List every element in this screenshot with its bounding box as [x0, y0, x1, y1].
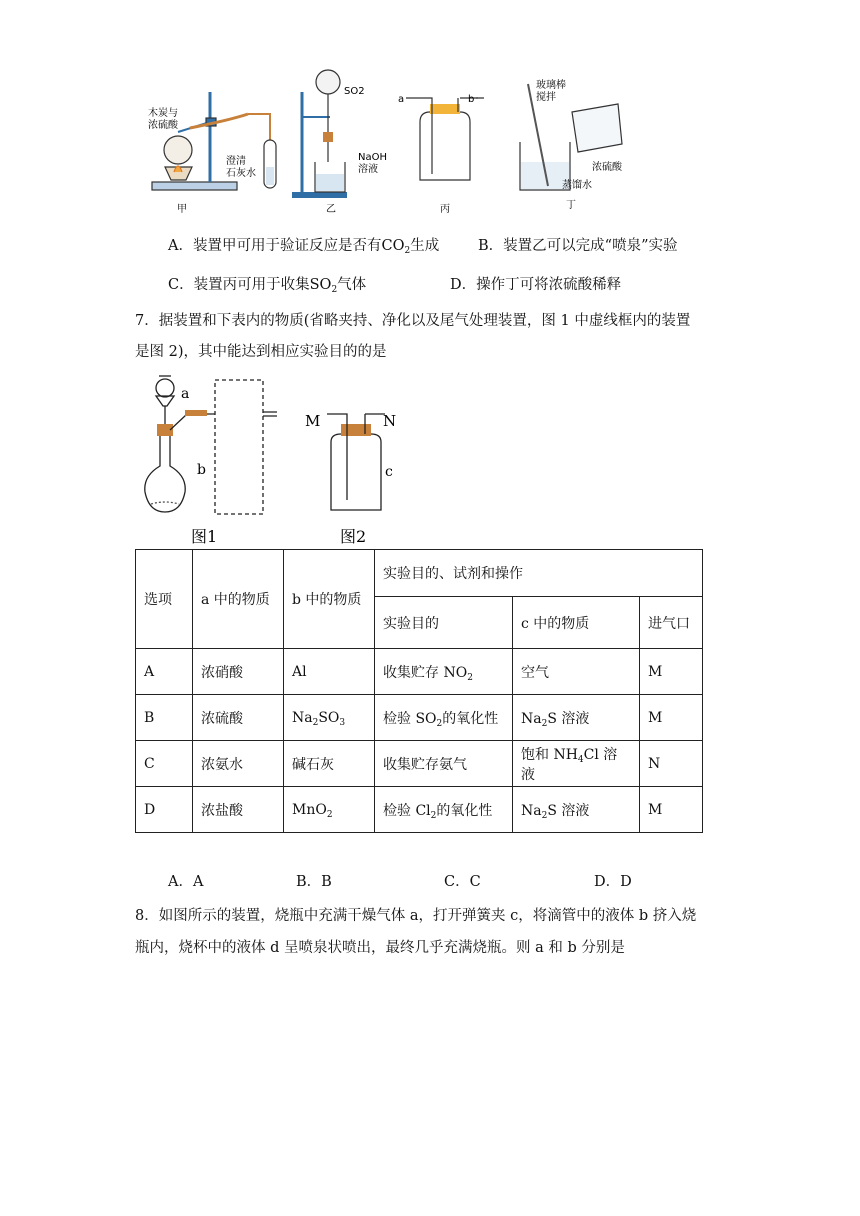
option-text-post: 生成 — [410, 238, 440, 254]
q7-stem-line-1 — [135, 311, 690, 331]
yi-label-naoh-2: 溶液 — [358, 164, 378, 175]
header-a: a 中的物质 — [193, 550, 284, 649]
cell-text: Cl 溶液 — [521, 746, 618, 783]
bing-label-b: b — [468, 94, 475, 105]
cell-subscript: 2 — [541, 718, 548, 729]
yi-label-gas: SO2 — [344, 86, 365, 97]
header-b: b 中的物质 — [284, 550, 375, 649]
ding-label-acid: 浓硫酸 — [592, 162, 622, 173]
q8-stem-line-1 — [135, 906, 696, 926]
apparatus-figure-top — [130, 62, 650, 218]
table-cell-c — [513, 741, 640, 787]
table-cell-opt: A — [136, 649, 193, 695]
jia-label-limewater-2: 石灰水 — [226, 168, 256, 179]
cell-text: 饱和 NH — [521, 746, 578, 763]
cell-text: 检验 Cl — [383, 802, 431, 819]
table-cell-purpose — [375, 787, 513, 833]
option-letter: A — [168, 238, 179, 254]
table-cell-a: 浓氨水 — [193, 741, 284, 787]
header-inlet: 进气口 — [640, 597, 703, 649]
cell-subscript: 3 — [339, 717, 346, 728]
header-option: 选项 — [136, 550, 193, 649]
q6-option-a: A．装置甲可用于验证反应是否有$CO_2$生成 — [168, 238, 440, 256]
option-text: 装置丙可用于收集SO — [193, 277, 332, 293]
q6-option-b: B．装置乙可以完成“喷泉”实验 — [478, 238, 678, 254]
cell-subscript: 2 — [430, 810, 437, 821]
jia-label-limewater-1: 澄清 — [226, 156, 246, 167]
table-cell-b — [284, 741, 375, 787]
cell-subscript: 2 — [312, 717, 319, 728]
option-text: 装置甲可用于验证反应是否有CO — [192, 238, 405, 254]
fig2-label-n: N — [383, 412, 397, 430]
question-number: 7． — [135, 313, 159, 329]
table-cell-a: 浓硝酸 — [193, 649, 284, 695]
q6-option-d: D．操作丁可将浓硫酸稀释 — [450, 277, 622, 293]
fig2-label-m: M — [305, 412, 321, 430]
table-cell-c — [513, 695, 640, 741]
question-text: 瓶内，烧杯中的液体 d 呈喷泉状喷出，最终几乎充满烧瓶。则 a 和 b 分别是 — [135, 940, 625, 956]
q7-choice-a: A．A — [168, 874, 204, 890]
bing-caption: 丙 — [440, 204, 450, 215]
fig1-caption: 图1 — [191, 527, 218, 546]
cell-text: S 溶液 — [547, 802, 590, 819]
table-cell-purpose — [375, 695, 513, 741]
cell-text: SO — [318, 709, 340, 726]
option-text: 装置乙可以完成“喷泉”实验 — [503, 238, 678, 254]
cell-text: Al — [292, 663, 307, 680]
q8-stem-line-2 — [135, 938, 625, 958]
option-sub: 2 — [404, 246, 411, 256]
q7-table — [135, 549, 703, 833]
question-text: 据装置和下表内的物质(省略夹持、净化以及尾气处理装置，图 1 中虚线框内的装置 — [158, 313, 691, 329]
q7-choice-b: B．B — [296, 874, 332, 890]
question-text: 如图所示的装置，烧瓶中充满干燥气体 a，打开弹簧夹 c，将滴管中的液体 b 挤入烧 — [158, 908, 697, 924]
cell-subscript: 4 — [577, 754, 584, 765]
cell-text: Na — [521, 710, 542, 727]
bing-label-a: a — [398, 94, 405, 105]
table-cell-purpose — [375, 649, 513, 695]
cell-text: 检验 SO — [383, 710, 437, 727]
cell-text: MnO — [292, 801, 327, 818]
table-cell-inlet: M — [640, 649, 703, 695]
q7-stem-line-2 — [135, 342, 387, 362]
cell-subscript: 2 — [541, 810, 548, 821]
jia-caption: 甲 — [177, 204, 187, 215]
apparatus-jia — [152, 92, 276, 190]
q6-option-c: C．装置丙可用于收集$SO_2$气体 — [168, 277, 367, 295]
header-group: 实验目的、试剂和操作 — [375, 550, 703, 597]
jia-label-reactant-2: 浓硫酸 — [148, 120, 178, 131]
ding-caption: 丁 — [566, 200, 576, 211]
cell-subscript: 2 — [467, 672, 473, 683]
cell-text: 的氧化性 — [436, 802, 493, 819]
table-cell-c — [513, 787, 640, 833]
q7-choice-d: D．D — [594, 874, 632, 890]
table-cell-a: 浓硫酸 — [193, 695, 284, 741]
header-purpose: 实验目的 — [375, 597, 513, 649]
cell-text: 空气 — [521, 664, 549, 681]
table-row — [136, 787, 703, 833]
yi-label-naoh-1: NaOH — [358, 152, 387, 163]
yi-caption: 乙 — [326, 204, 336, 215]
jia-label-reactant-1: 木炭与 — [148, 108, 178, 119]
option-letter: B — [478, 238, 489, 254]
apparatus-figure-q7 — [135, 372, 415, 547]
table-cell-c — [513, 649, 640, 695]
table-cell-opt: C — [136, 741, 193, 787]
cell-text: Na — [521, 802, 542, 819]
cell-text: 的氧化性 — [442, 710, 499, 727]
table-cell-b — [284, 695, 375, 741]
table-cell-inlet: M — [640, 787, 703, 833]
cell-text: 碱石灰 — [292, 756, 334, 773]
table-cell-inlet: M — [640, 695, 703, 741]
table-cell-opt: B — [136, 695, 193, 741]
table-row — [136, 741, 703, 787]
cell-text: 收集贮存氨气 — [383, 756, 467, 773]
cell-subscript: 2 — [436, 718, 443, 729]
table-cell-a: 浓盐酸 — [193, 787, 284, 833]
cell-text: Na — [292, 709, 313, 726]
fig1-label-a: a — [181, 386, 190, 402]
apparatus-bing — [406, 98, 484, 180]
table-cell-b — [284, 787, 375, 833]
table-cell-purpose — [375, 741, 513, 787]
option-sub: 2 — [331, 285, 338, 295]
apparatus-yi — [292, 70, 347, 198]
table-row — [136, 695, 703, 741]
question-number: 8． — [135, 908, 159, 924]
cell-subscript: 2 — [326, 809, 333, 820]
cell-text: S 溶液 — [547, 710, 590, 727]
question-text: 是图 2)，其中能达到相应实验目的的是 — [135, 344, 387, 360]
option-text: 操作丁可将浓硫酸稀释 — [476, 277, 622, 293]
fig1-label-b: b — [197, 462, 206, 478]
fig2-caption: 图2 — [340, 527, 367, 546]
header-c: c 中的物质 — [513, 597, 640, 649]
q7-choice-c: C．C — [444, 874, 481, 890]
cell-text: 收集贮存 NO — [383, 664, 468, 681]
table-row — [136, 649, 703, 695]
ding-label-rod-2: 搅拌 — [536, 92, 556, 103]
option-letter: C — [168, 277, 180, 293]
table-cell-inlet: N — [640, 741, 703, 787]
ding-label-rod-1: 玻璃棒 — [536, 80, 566, 91]
option-text-post: 气体 — [337, 277, 367, 293]
ding-label-water: 蒸馏水 — [562, 180, 592, 191]
fig2-label-c: c — [385, 464, 393, 480]
table-cell-b — [284, 649, 375, 695]
table-cell-opt: D — [136, 787, 193, 833]
option-letter: D — [450, 277, 462, 293]
